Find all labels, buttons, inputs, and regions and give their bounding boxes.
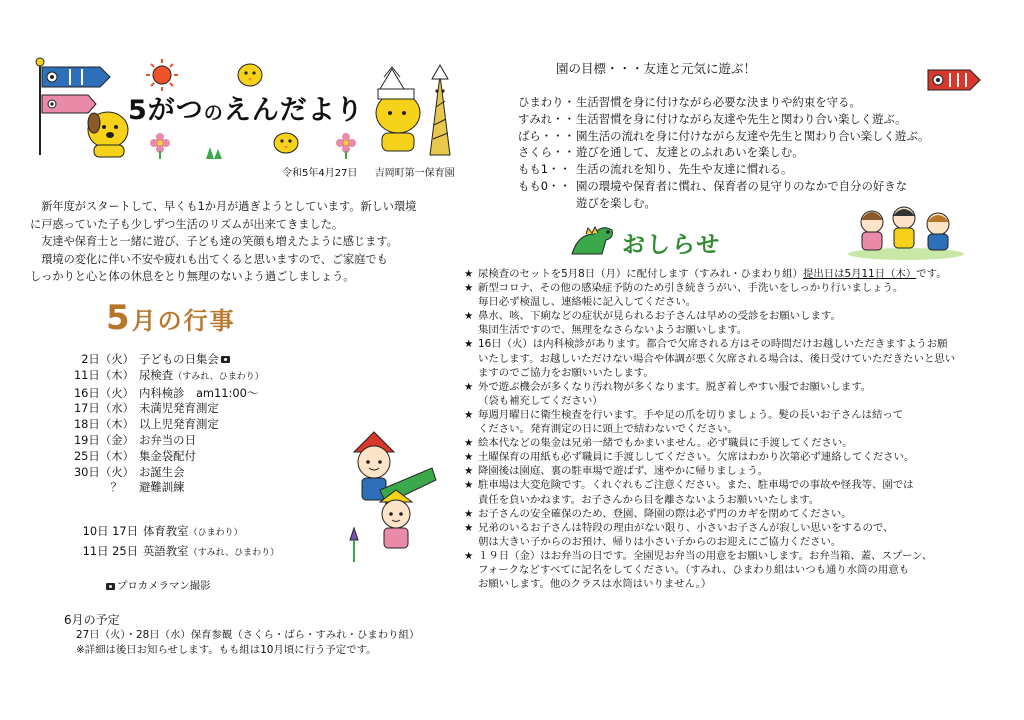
event-text: 未満児発育測定 — [139, 401, 219, 416]
event-row — [68, 417, 264, 433]
blue-carp-icon — [42, 67, 110, 87]
notice-item: ★ １９日（金）はお弁当の日です。全園児お弁当の用意をお願いします。お弁当箱、蓋、スプーン、 フォークなどすべてに記名をしてください。（すみれ、ひまわり組はいつも通り水筒の用意も お願いします。他のクラスは水筒はいりません。） — [464, 549, 933, 591]
star-icon: ★ — [464, 451, 474, 464]
goal-text: 園の環境や保育者に慣れ、保育者の見守りのなかで自分の好きな — [576, 178, 908, 193]
lesson-dates: 11日 25日 — [82, 544, 138, 559]
deadline-underline: 提出日は5月11日（木） — [802, 268, 917, 280]
notice-item: ★ お子さんの安全確保のため、登園、降園の際は必ず門のカギを閉めてください。 — [464, 507, 852, 520]
grass-icon — [206, 147, 222, 159]
intro-line: に戸惑っていた子も少しずつ生活のリズムが出来てきました。 — [30, 217, 344, 231]
goal-row — [518, 111, 929, 128]
june-line: 27日（火）・28日（水）保育参観（さくら・ばら・すみれ・ひまわり組） — [76, 629, 420, 641]
girl-child-icon — [861, 211, 883, 250]
notice-item: ★ 絵本代などの集金は兄弟一緒でもかまいません。必ず職員に手渡してください。 — [464, 437, 853, 450]
boy-child-icon — [893, 207, 915, 248]
goal-row — [518, 144, 929, 161]
goal-row — [518, 178, 929, 195]
goal-text: 遊びを楽しむ。 — [576, 195, 656, 210]
goals-title: 園の目標・・・友達と元気に遊ぶ！ — [556, 61, 757, 76]
notices-list — [464, 267, 1010, 591]
event-date: 18日（木） — [73, 417, 134, 432]
children-playing-illustration — [846, 200, 966, 260]
bamboo-shoot-character-icon — [430, 65, 450, 155]
photographer-note: プロカメラマン撮影 — [104, 577, 211, 592]
event-date: 19日（金） — [73, 432, 134, 447]
event-row — [68, 352, 264, 368]
notice-item: ★ 尿検査のセットを5月8日（月）に配付します（すみれ・ひまわり組）提出日は5月11日（木）です。 — [464, 268, 947, 280]
star-icon: ★ — [464, 408, 474, 421]
event-row — [68, 449, 264, 465]
goal-text: 園生活の流れを身に付けながら友達や先生と関わり合い楽しく遊ぶ。 — [576, 128, 930, 143]
lesson-row — [68, 542, 279, 562]
goal-class — [518, 195, 576, 212]
intro-paragraph — [30, 198, 482, 286]
goal-text: 生活習慣を身に付けながら必要な決まりや約束を守る。 — [576, 95, 861, 109]
notice-item: ★ 16日（火）は内科検診があります。都合で欠席される方はその時間だけお越しいただきますようお願 いたします。お越しいただけない場合や体調が悪く欠席される場合は、後日受けていただきたいと思い ますのでご協力をお願いいたします。 — [464, 338, 956, 379]
star-icon: ★ — [464, 521, 474, 534]
sun-icon — [146, 59, 178, 91]
class-goals-list — [518, 94, 929, 212]
girl-child-icon — [927, 213, 949, 250]
star-icon: ★ — [464, 310, 474, 323]
goal-text: 生活習慣を身に付けながら友達や先生と関わり合い楽しく遊ぶ。 — [576, 111, 907, 126]
school-name: 吉岡町第一保育園 — [374, 168, 455, 179]
chick-small-icon — [274, 133, 298, 153]
event-note: （すみれ、ひまわり） — [173, 371, 264, 382]
camera-icon — [221, 356, 230, 363]
iris-flower-icon — [350, 528, 358, 562]
notice-item: ★ 兄弟のいるお子さんは特段の理由がない限り、小さいお子さんが寂しい思いをするので、 朝は大きい子からのお預け、帰りは小さい子からのお迎えにご協力ください。 — [464, 521, 894, 548]
notice-item: ★ 駐車場は大変危険です。くれぐれもご注意ください。また、駐車場での事故や怪我等、園では 責任を負いかねます。お子さんから目を離さないようお願いいたします。 — [464, 479, 914, 506]
event-row — [68, 386, 264, 402]
intro-line: しっかりと心と体の休息をとり無理のないよう過ごしましょう。 — [30, 270, 355, 284]
goal-class: もも0・・ — [518, 178, 571, 193]
event-row — [68, 465, 264, 481]
goal-text: 遊びを通して、友達とのふれあいを楽しむ。 — [576, 145, 804, 160]
star-icon: ★ — [464, 549, 474, 562]
star-icon: ★ — [464, 479, 474, 492]
event-text: お誕生会 — [139, 464, 185, 479]
lesson-row — [68, 522, 279, 542]
lesson-text: 体育教室（ひまわり） — [143, 524, 243, 538]
event-date: ？ — [110, 480, 122, 495]
star-icon: ★ — [464, 268, 474, 280]
june-schedule — [76, 628, 419, 658]
goal-text: 生活の流れを知り、先生や友達に慣れる。 — [576, 162, 793, 177]
notice-item: ★ 土曜保育の用紙も必ず職員に手渡ししてください。欠席はわかり次第必ず連絡してください。 — [464, 451, 915, 464]
kids-on-carp-illustration — [340, 428, 440, 568]
goal-class: ひまわり・ — [518, 95, 575, 109]
notice-item: ★ 毎週月曜日に衛生検査を行います。手や足の爪を切りましょう。髪の長いお子さんは結って ください。発育測定の日に頭上で結わないでください。 — [464, 408, 904, 436]
event-text: 尿検査（すみれ、ひまわり） — [139, 367, 264, 382]
pink-carp-icon — [42, 95, 96, 113]
goal-row — [518, 128, 929, 145]
star-icon: ★ — [464, 507, 474, 520]
event-text: 以上児発育測定 — [139, 417, 219, 432]
issue-date: 令和5年4月27日 — [282, 168, 358, 179]
goal-row — [518, 161, 929, 178]
event-text: お弁当の日 — [139, 432, 196, 447]
notice-item: ★ 外で遊ぶ機会が多くなり汚れ物が多くなります。脱ぎ着しやすい服でお願いします。 （袋も補充してください） — [464, 380, 872, 407]
event-date: 17日（水） — [73, 401, 134, 416]
star-icon: ★ — [464, 437, 474, 450]
notice-item: ★ 鼻水、咳、下痢などの症状が見られるお子さんは早めの受診をお願いします。 集団生活ですので、無理をなさらないようお願いします。 — [464, 310, 841, 337]
goal-class: もも1・・ — [518, 162, 571, 177]
event-text: 子どもの日集会 — [139, 352, 232, 368]
lesson-note: （すみれ、ひまわり） — [188, 548, 280, 559]
june-heading: 6月の予定 — [64, 613, 120, 627]
goal-class: ばら・・・ — [518, 128, 575, 143]
flower-icon — [150, 133, 170, 159]
newsletter-title: 5がつのえんだより — [128, 95, 364, 126]
events-list — [68, 352, 264, 496]
event-date: 11日（木） — [73, 367, 134, 382]
carp-streamer-icon — [926, 64, 982, 96]
event-date: 2日（火） — [81, 352, 134, 366]
event-row — [68, 368, 264, 386]
notice-item: ★ 降園後は園庭、裏の駐車場で遊ばず、速やかに帰りましょう。 — [464, 465, 769, 478]
star-icon: ★ — [464, 380, 474, 393]
lesson-note: （ひまわり） — [188, 528, 243, 538]
intro-line: 友達や保育士と一緒に遊び、子ども達の笑顔も増えたように感じます。 — [41, 235, 398, 249]
event-date: 30日（火） — [73, 464, 134, 479]
event-date: 25日（木） — [73, 448, 134, 463]
event-text: 集金袋配付 — [139, 448, 196, 463]
event-row — [68, 401, 264, 417]
camera-icon — [106, 583, 115, 590]
june-line: ※詳細は後日お知らせします。もも組は10月頃に行う予定です。 — [76, 644, 377, 657]
chick-icon — [238, 64, 262, 86]
events-heading: 5月の行事 — [106, 298, 236, 338]
intro-line: 環境の変化に伴い不安や疲れも出てくると思いますので、ご家庭でも — [41, 252, 388, 266]
goal-row — [518, 94, 929, 111]
event-text: 避難訓練 — [139, 480, 185, 495]
goal-class: さくら・・ — [518, 145, 575, 160]
event-row — [68, 433, 264, 449]
lesson-text: 英語教室（すみれ、ひまわり） — [143, 544, 280, 559]
helmet-dog-character-icon — [376, 67, 420, 151]
star-icon: ★ — [464, 338, 474, 351]
lesson-dates: 10日 17日 — [82, 524, 138, 538]
star-icon: ★ — [464, 282, 474, 295]
flower-icon — [336, 133, 356, 159]
dinosaur-icon — [568, 220, 618, 260]
event-text: 内科検診 am11:00～ — [139, 385, 259, 400]
notices-heading: おしらせ — [622, 232, 722, 258]
event-date: 16日（火） — [73, 385, 134, 400]
goal-class: すみれ・・ — [518, 111, 575, 126]
issue-date-line — [282, 164, 469, 179]
star-icon: ★ — [464, 465, 474, 478]
notice-item: ★ 新型コロナ、その他の感染症予防のため引き続きうがい、手洗いをしっかり行いましょう。 毎日必ず検温し、連絡帳に記入してください。 — [464, 282, 904, 309]
boy-child-icon — [380, 490, 412, 548]
event-row — [68, 480, 264, 496]
puppy-character-icon — [88, 112, 128, 157]
intro-line: 新年度がスタートして、早くも1か月が過ぎようとしています。新しい環境 — [41, 200, 417, 213]
lessons-list — [68, 522, 279, 562]
